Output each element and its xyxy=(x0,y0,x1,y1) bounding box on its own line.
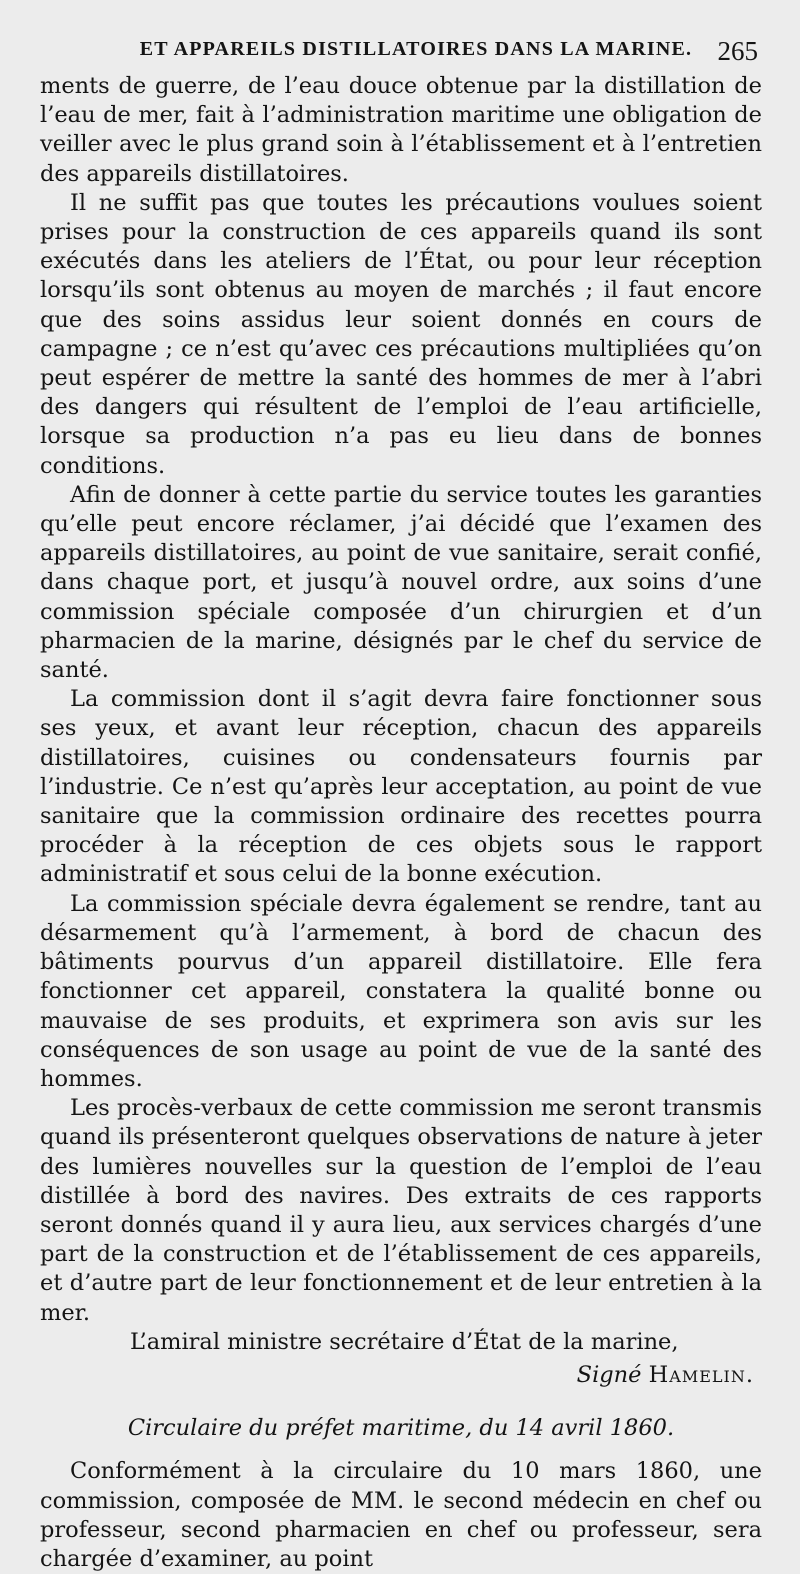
circular-heading xyxy=(40,1414,762,1443)
paragraph: Il ne suffit pas que toutes les précautions voulues soient prises pour la construction de ces appareils quand ils sont exécutés dans les ateliers de l’État, ou pour leur réception lorsqu’ils sont obtenus au moyen de marchés ; il faut encore que des soins assidus leur soient donnés en cours de campagne ; ce n’est qu’avec ces précautions multipliées qu’on peut espérer de mettre la santé des hommes de mer à l’abri des dangers qui résultent de l’emploi de l’eau artificielle, lorsque sa production n’a pas eu lieu dans de bonnes conditions. xyxy=(40,189,762,479)
running-head xyxy=(40,38,762,72)
running-head-title: ET APPAREILS DISTILLATOIRES DANS LA MARINE. xyxy=(139,38,693,60)
body-text xyxy=(40,72,762,1328)
signed-label: Signé xyxy=(576,1361,642,1388)
signature-line xyxy=(40,1361,762,1390)
paragraph: La commission dont il s’agit devra faire fonctionner sous ses yeux, et avant leur réception, chacun des appareils distillatoires, cuisines ou condensateurs fournis par l’industrie. Ce n’est qu’après leur acceptation, au point de vue sanitaire que la commission ordinaire des recettes pourra procéder à la réception de ces objets sous le rapport administratif et sous celui de la bonne exécution. xyxy=(40,686,762,888)
paragraph-continuation: ments de guerre, de l’eau douce obtenue par la distillation de l’eau de mer, fait à l’administration maritime une obligation de veiller avec le plus grand soin à l’établissement et à l’entretien des appareils distillatoires. xyxy=(40,73,762,187)
circular-heading-text: Circulaire du préfet maritime, du xyxy=(127,1415,516,1442)
page-number: 265 xyxy=(717,36,758,66)
paragraph: Conformément à la circulaire du 10 mars 1860, une commission, composée de MM. le second médecin en chef ou professeur, second pharmacien en chef ou professeur, sera chargée d’examiner, au point xyxy=(40,1458,762,1572)
paragraph: Afin de donner à cette partie du service toutes les garanties qu’elle peut encore réclamer, j’ai décidé que l’examen des appareils distillatoires, au point de vue sanitaire, serait confié, dans chaque port, et jusqu’à nouvel ordre, aux soins d’une commission spéciale composée d’un chirurgien et d’un pharmacien de la marine, désignés par le chef du service de santé. xyxy=(40,481,762,684)
signer-name: Hamelin. xyxy=(648,1361,754,1388)
paragraph: Les procès-verbaux de cette commission me seront transmis quand ils présenteront quelques observations de nature à jeter des lumières nouvelles sur la question de l’emploi de l’eau distillée à bord des navires. Des extraits de ces rapports seront donnés quand il y aura lieu, aux services chargés d’une part de la construction et de l’établissement de ces appareils, et d’autre part de leur fonctionnement et de leur entretien à la mer. xyxy=(40,1095,762,1326)
circular-heading-date: 14 avril 1860. xyxy=(515,1415,675,1442)
final-body-text xyxy=(40,1457,762,1574)
closing-salutation: L’amiral ministre secrétaire d’État de la marine, xyxy=(130,1328,679,1355)
paragraph: La commission spéciale devra également se rendre, tant au désarmement qu’à l’armement, à bord de chacun des bâtiments pourvus d’un appareil distillatoire. Elle fera fonctionner cet appareil, constatera la qualité bonne ou mauvaise de ses produits, et exprimera son avis sur les conséquences de son usage au point de vue de la santé des hommes. xyxy=(40,890,762,1092)
